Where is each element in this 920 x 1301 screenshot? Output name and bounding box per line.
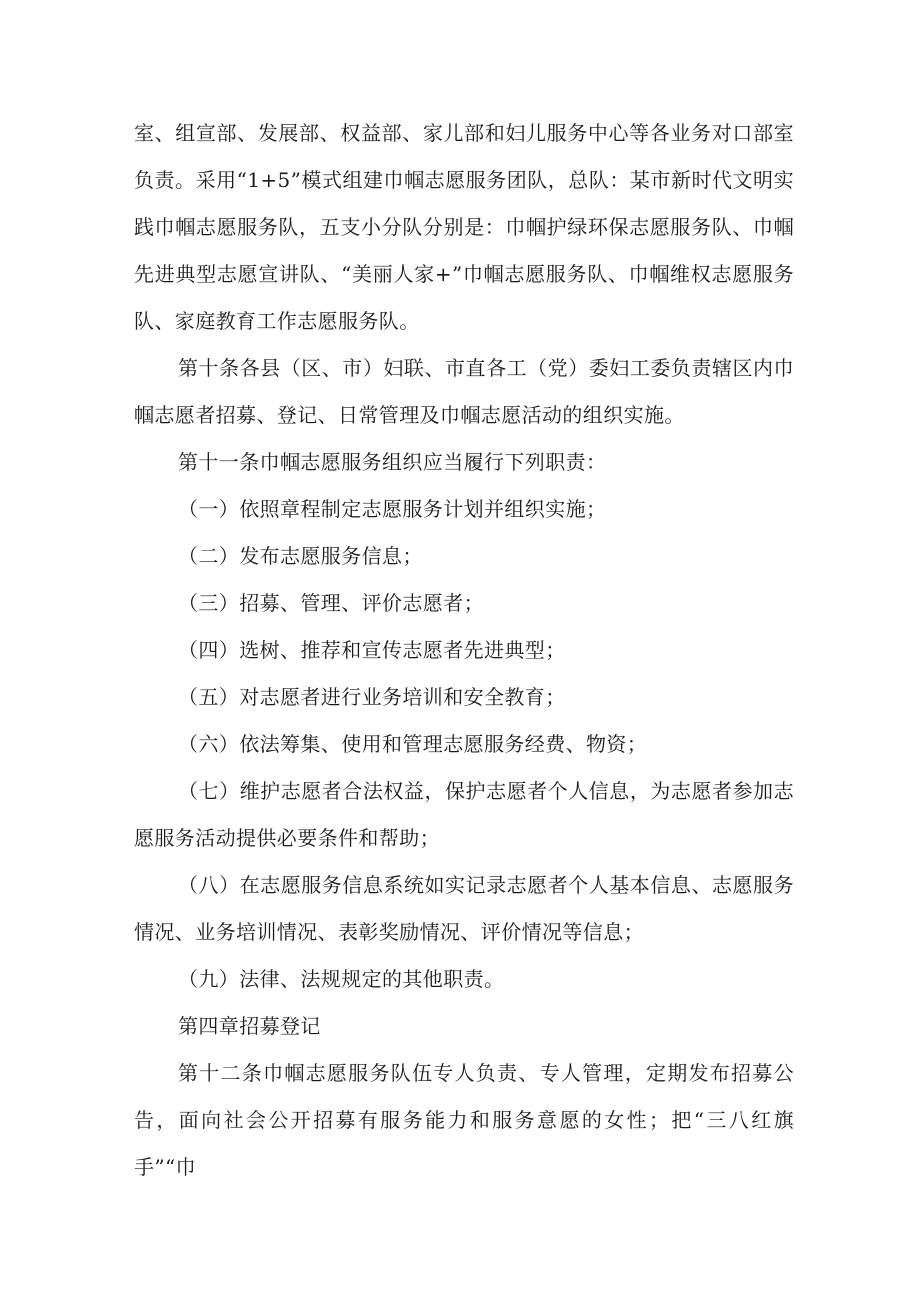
list-item-duty-2: （二）发布志愿服务信息； bbox=[178, 544, 423, 568]
list-item-duty-7: （七）维护志愿者合法权益，保护志愿者个人信息，为志愿者参加志愿服务活动提供必要条件和帮助； bbox=[134, 779, 794, 850]
paragraph-team-structure: 室、组宣部、发展部、权益部、家儿部和妇儿服务中心等各业务对口部室负责。采用“1+5”模式组建巾帼志愿服务团队，总队：某市新时代文明实践巾帼志愿服务队，五支小分队分别是：巾帼护绿环保志愿服务队、巾帼先进典型志愿宣讲队、“美丽人家+”巾帼志愿服务队、巾帼维权志愿服务队、家庭教育工作志愿服务队。 bbox=[134, 121, 794, 333]
list-item-duty-6: （六）依法筹集、使用和管理志愿服务经费、物资； bbox=[178, 732, 648, 756]
list-item-duty-1: （一）依照章程制定志愿服务计划并组织实施； bbox=[178, 497, 607, 521]
list-item-duty-4: （四）选树、推荐和宣传志愿者先进典型； bbox=[178, 638, 566, 662]
chapter-heading-recruitment: 第四章招募登记 bbox=[178, 1014, 321, 1038]
document-body bbox=[134, 110, 794, 1191]
list-item-duty-5: （五）对志愿者进行业务培训和安全教育； bbox=[178, 685, 566, 709]
paragraph-article-10: 第十条各县（区、市）妇联、市直各工（党）委妇工委负责辖区内巾帼志愿者招募、登记、日常管理及巾帼志愿活动的组织实施。 bbox=[134, 356, 794, 427]
list-item-duty-8: （八）在志愿服务信息系统如实记录志愿者个人基本信息、志愿服务情况、业务培训情况、表彰奖励情况、评价情况等信息； bbox=[134, 873, 794, 944]
paragraph-article-12: 第十二条巾帼志愿服务队伍专人负责、专人管理，定期发布招募公告，面向社会公开招募有服务能力和服务意愿的女性；把“三八红旗手”“巾 bbox=[134, 1061, 794, 1179]
list-item-duty-3: （三）招募、管理、评价志愿者； bbox=[178, 591, 484, 615]
paragraph-article-11: 第十一条巾帼志愿服务组织应当履行下列职责： bbox=[178, 450, 607, 474]
list-item-duty-9: （九）法律、法规规定的其他职责。 bbox=[178, 967, 505, 991]
